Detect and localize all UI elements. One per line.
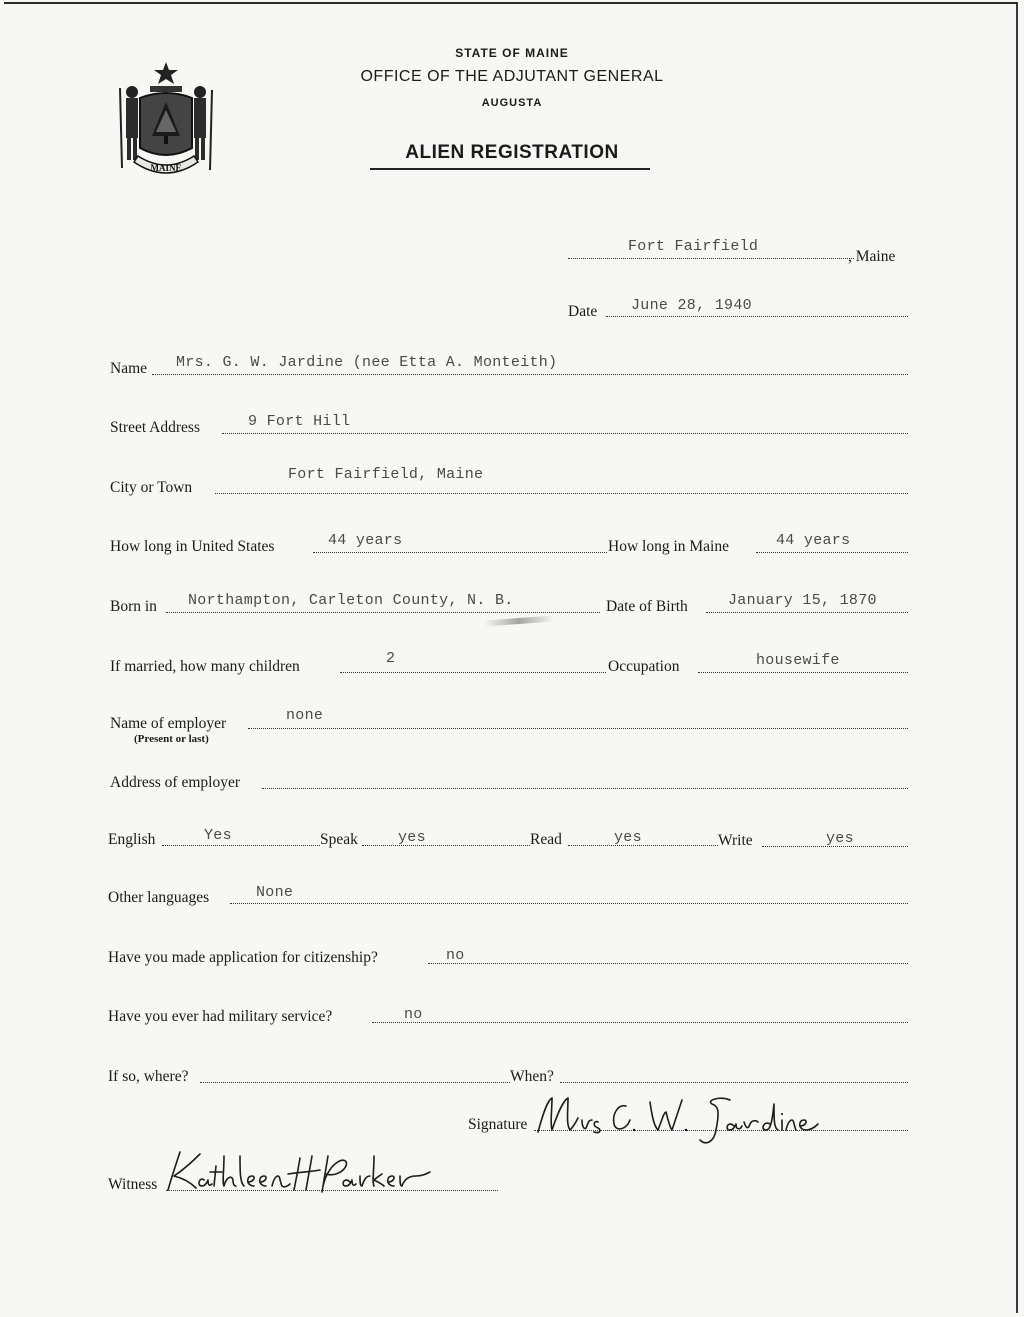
form-title: ALIEN REGISTRATION [405,142,619,163]
name-line [152,374,908,375]
where-label: If so, where? [108,1068,189,1085]
employer-address-label: Address of employer [110,774,240,791]
city-heading: AUGUSTA [481,97,543,109]
street-address-label: Street Address [110,419,200,436]
speak-label: Speak [320,831,358,848]
citizenship-label: Have you made application for citizenship? [108,949,378,966]
place-value: Fort Fairfield [628,238,759,255]
occupation-line [698,672,908,673]
name-label: Name [110,360,148,377]
city-label: City or Town [110,479,193,496]
how-long-us-line [313,552,607,553]
dob-value: January 15, 1870 [728,592,877,609]
citizenship-value: no [446,947,465,964]
how-long-us-label: How long in United States [110,538,275,555]
other-languages-line [230,903,908,904]
speak-line [362,845,530,846]
employer-address-line [262,788,908,789]
street-address-line [222,433,908,434]
english-label: English [108,831,156,848]
occupation-label: Occupation [608,658,680,675]
how-long-maine-value: 44 years [776,532,851,549]
how-long-maine-label: How long in Maine [608,538,729,555]
occupation-value: housewife [756,652,840,669]
english-line [162,845,320,846]
born-in-line [166,612,600,613]
born-in-label: Born in [110,598,157,615]
speak-value: yes [398,829,426,846]
witness-label: Witness [108,1176,158,1193]
military-label: Have you ever had military service? [108,1008,333,1025]
witness-handwriting [160,1146,440,1198]
other-languages-value: None [256,884,294,901]
read-value: yes [614,829,642,846]
signature-handwriting [530,1090,830,1150]
when-label: When? [510,1068,554,1085]
office-heading: OFFICE OF THE ADJUTANT GENERAL [360,68,664,85]
place-suffix: , Maine [848,248,896,265]
title-underline [370,168,650,170]
dob-line [706,612,908,613]
date-value: June 28, 1940 [631,297,752,314]
children-line [340,672,606,673]
write-label: Write [718,832,753,849]
read-line [568,845,718,846]
employer-name-line [248,728,908,729]
street-address-value: 9 Fort Hill [248,413,351,430]
employer-name-sublabel: (Present or last) [134,733,209,745]
when-line [560,1082,908,1083]
svg-text:MAINE: MAINE [150,163,182,173]
where-line [200,1082,510,1083]
employer-name-value: none [286,707,324,724]
children-label: If married, how many children [110,658,300,675]
other-languages-label: Other languages [108,889,210,906]
place-line [568,258,854,259]
military-value: no [404,1006,423,1023]
date-line [606,316,908,317]
how-long-maine-line [756,552,908,553]
state-heading: STATE OF MAINE [455,46,569,60]
children-value: 2 [386,650,396,667]
signature-label: Signature [468,1116,528,1133]
write-value: yes [826,830,854,847]
how-long-us-value: 44 years [328,532,403,549]
dob-label: Date of Birth [606,598,688,615]
read-label: Read [530,831,562,848]
born-in-value: Northampton, Carleton County, N. B. [188,592,514,609]
english-value: Yes [204,827,232,844]
city-value: Fort Fairfield, Maine [288,466,484,483]
name-value: Mrs. G. W. Jardine (nee Etta A. Monteith) [176,354,558,371]
military-line [372,1022,908,1023]
date-label: Date [568,303,598,320]
city-line [215,493,908,494]
employer-name-label: Name of employer [110,715,227,732]
citizenship-line [428,963,908,964]
